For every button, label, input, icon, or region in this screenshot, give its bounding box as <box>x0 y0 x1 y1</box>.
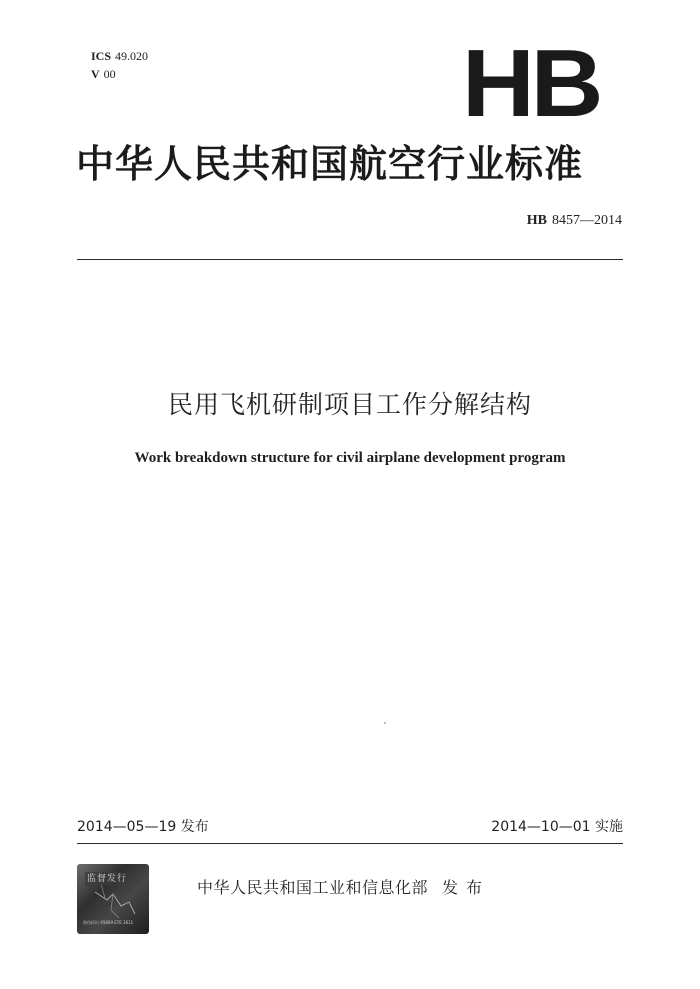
publisher-name: 中华人民共和国工业和信息化部 <box>197 878 429 897</box>
standard-category-title: 中华人民共和国航空行业标准 <box>76 142 584 186</box>
publish-verb: 发布 <box>442 878 491 897</box>
publisher-line <box>197 877 490 899</box>
standard-number-prefix: HB <box>526 213 547 228</box>
standard-number <box>460 212 622 230</box>
implementation-date: 2014—10—01 实施 <box>491 819 623 835</box>
anti-counterfeit-stamp <box>77 864 149 934</box>
ics-code <box>91 49 148 63</box>
ics-label: ICS <box>91 49 112 63</box>
header-divider <box>77 259 623 260</box>
stamp-top-text: 监督发行 <box>87 874 128 884</box>
v-value: 00 <box>103 67 116 81</box>
document-title-en: Work breakdown structure for civil airplane development program <box>134 450 566 466</box>
hb-logo: HB <box>462 30 600 137</box>
ics-value: 49.020 <box>115 49 149 63</box>
classification-code <box>91 67 116 81</box>
document-title-cn: 民用飞机研制项目工作分解结构 <box>167 390 532 419</box>
footer-divider <box>77 843 623 844</box>
issue-date: 2014—05—19 发布 <box>77 819 209 835</box>
stamp-bottom-text: 防伪标识 95669 ETE 3611 <box>83 920 134 925</box>
standard-number-value: 8457—2014 <box>552 213 622 228</box>
v-label: V <box>91 67 100 81</box>
scan-speck <box>384 722 386 724</box>
